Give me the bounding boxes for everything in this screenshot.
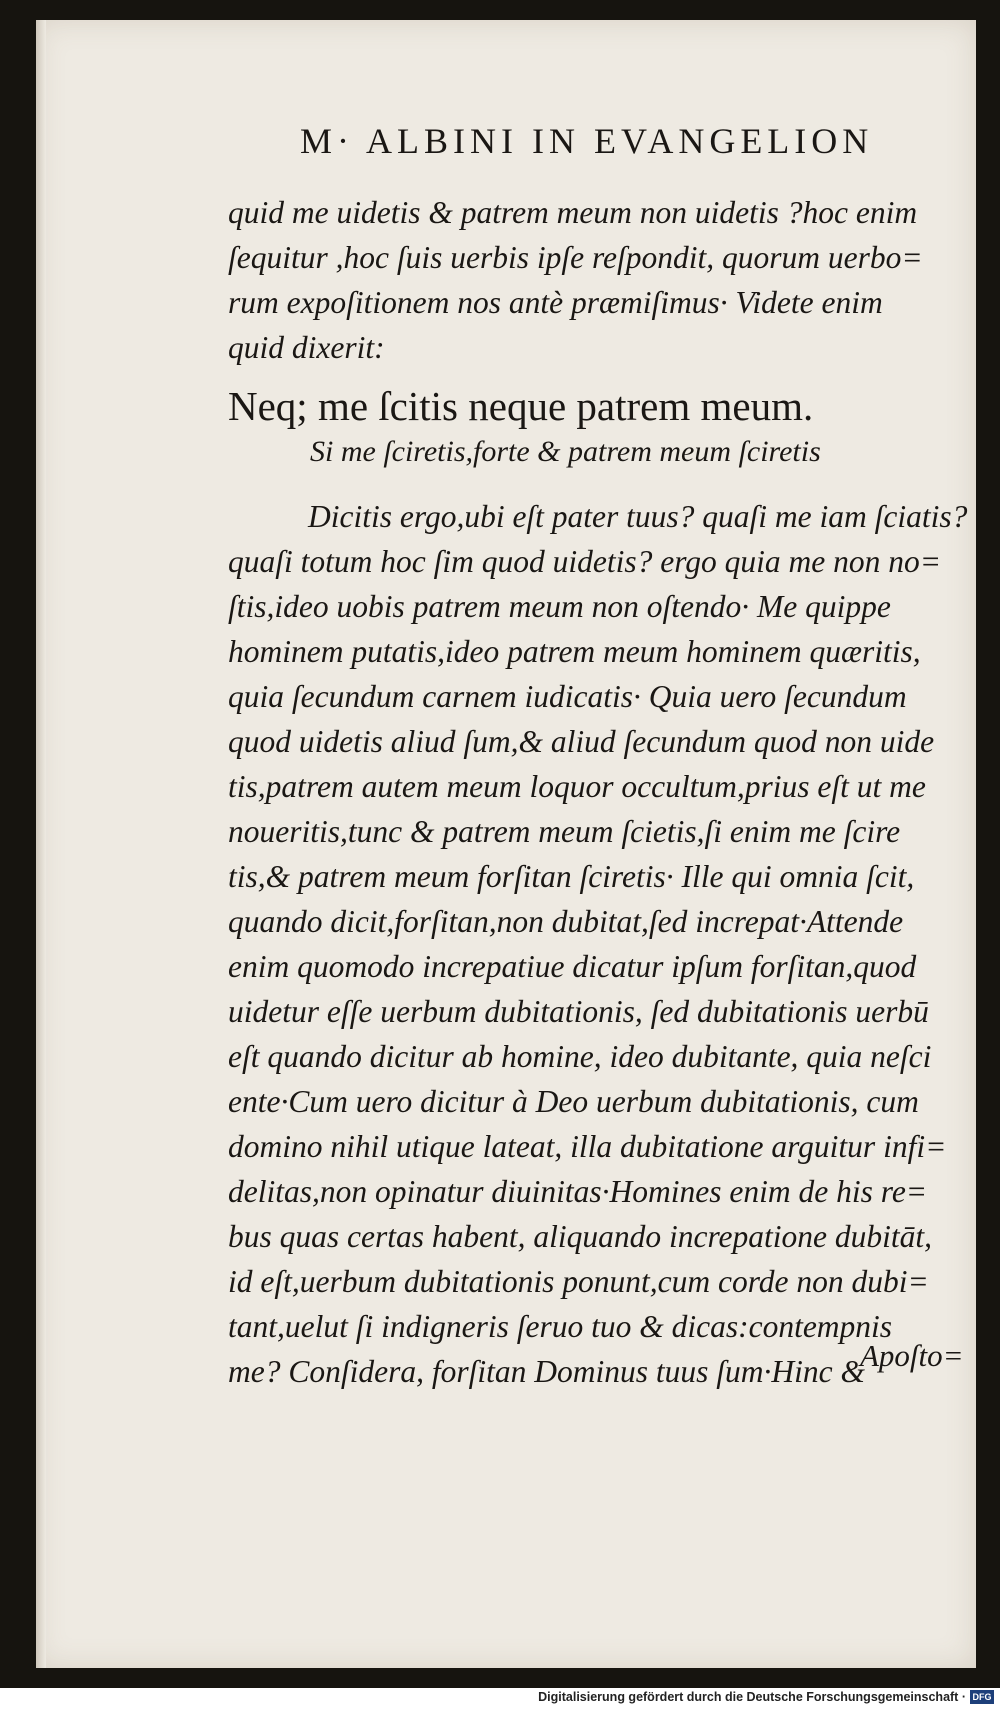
dfg-logo: DFG bbox=[970, 1690, 994, 1704]
text-line: quia ſecundum carnem iudicatis· Quia uero ſecundum bbox=[228, 679, 907, 714]
text-line: hominem putatis,ideo patrem meum hominem quæritis, bbox=[228, 634, 921, 669]
paragraph-gap bbox=[228, 474, 930, 494]
text-line: rum expoſitionem nos antè præmiſimus· Videte enim bbox=[228, 285, 883, 320]
text-line: me? Conſidera, forſitan Dominus tuus ſum·Hinc & bbox=[228, 1354, 865, 1389]
text-line: quid me uidetis & patrem meum non uidetis ?hoc enim bbox=[228, 195, 918, 230]
text-line: quaſi totum hoc ſim quod uidetis? ergo quia me non no= bbox=[228, 544, 942, 579]
text-line: quod uidetis aliud ſum,& aliud ſecundum quod non uide bbox=[228, 724, 935, 759]
text-line: ente·Cum uero dicitur à Deo uerbum dubitationis, cum bbox=[228, 1084, 919, 1119]
text-line: id eſt,uerbum dubitationis ponunt,cum corde non dubi= bbox=[228, 1264, 929, 1299]
text-line: ſtis,ideo uobis patrem meum non oſtendo· Me quippe bbox=[228, 589, 891, 624]
text-line: delitas,non opinatur diuinitas·Homines enim de his re= bbox=[228, 1174, 928, 1209]
text-line: tis,& patrem meum forſitan ſciretis· Ille qui omnia ſcit, bbox=[228, 859, 915, 894]
text-line: bus quas certas habent, aliquando increpatione dubitāt, bbox=[228, 1219, 933, 1254]
text-line: noueritis,tunc & patrem meum ſcietis,ſi enim me ſcire bbox=[228, 814, 901, 849]
text-line: eſt quando dicitur ab homine, ideo dubitante, quia neſci bbox=[228, 1039, 932, 1074]
text-line: Dicitis ergo,ubi eſt pater tuus? quaſi me iam ſciatis? bbox=[308, 499, 968, 534]
running-head: M· ALBINI IN EVANGELION bbox=[300, 121, 874, 161]
text-line: ſequitur ,hoc ſuis uerbis ipſe reſpondit, quorum uerbo= bbox=[228, 240, 923, 275]
gospel-lemma: Neq; me ſcitis neque patrem meum. bbox=[228, 383, 814, 429]
text-line: quid dixerit: bbox=[228, 330, 385, 365]
catchword: Apoſto= bbox=[860, 1338, 964, 1373]
text-line: uidetur eſſe uerbum dubitationis, ſed dubitationis uerbū bbox=[228, 994, 929, 1029]
text-line: tant,uelut ſi indigneris ſeruo tuo & dicas:contempnis bbox=[228, 1309, 893, 1344]
text-block bbox=[228, 190, 968, 1394]
gospel-lemma-continuation: Si me ſciretis,forte & patrem meum ſciretis bbox=[310, 435, 821, 468]
text-line: quando dicit,forſitan,non dubitat,ſed increpat·Attende bbox=[228, 904, 904, 939]
page-fold-shadow bbox=[36, 20, 46, 1668]
text-line: domino nihil utique lateat, illa dubitatione arguitur infi= bbox=[228, 1129, 947, 1164]
funding-credit: Digitalisierung gefördert durch die Deutsche Forschungsgemeinschaft · bbox=[538, 1690, 966, 1704]
text-line: enim quomodo increpatiue dicatur ipſum forſitan,quod bbox=[228, 949, 917, 984]
text-line: tis,patrem autem meum loquor occultum,prius eſt ut me bbox=[228, 769, 926, 804]
